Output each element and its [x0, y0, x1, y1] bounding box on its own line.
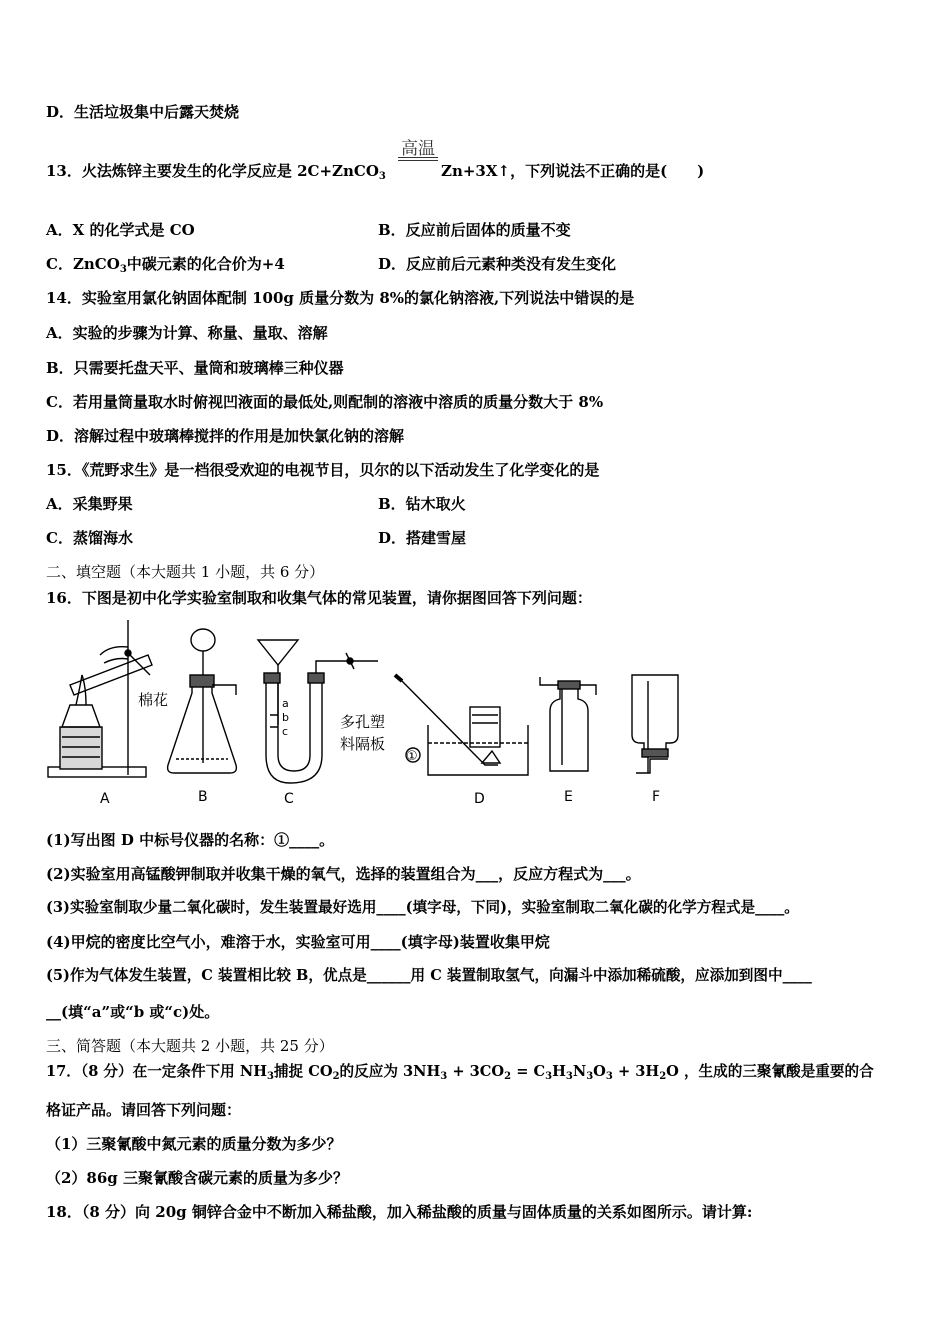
q15-option-b: B．钻木取火 — [378, 495, 466, 513]
apparatus-b — [168, 629, 237, 773]
q15-option-a: A．采集野果 — [46, 495, 133, 513]
label-e: E — [564, 789, 573, 805]
q14-option-b: B．只需要托盘天平、量筒和玻璃棒三种仪器 — [46, 359, 344, 377]
apparatus-e — [540, 677, 596, 771]
q17-stem: 17．（8 分）在一定条件下用 $NH_3$捕捉 $CO_2$的反应为 $3NH_3 + 3CO_2 = C_3H_3N_3O_3 + 3H_2O$ ，生成的三聚氰酸是重要的合 — [46, 1063, 874, 1082]
q13-option-c: C．ZnCO$_3$中碳元素的化合价为+4 — [46, 255, 285, 275]
q15-option-d: D．搭建雪屋 — [378, 529, 467, 547]
q14-option-c: C．若用量筒量取水时俯视凹液面的最低处,则配制的溶液中溶质的质量分数大于 8% — [46, 393, 604, 411]
q13-option-b: B．反应前后固体的质量不变 — [378, 221, 571, 239]
label-f: F — [652, 789, 661, 805]
q13-option-d: D．反应前后元素种类没有发生变化 — [378, 255, 617, 273]
label-b: B — [198, 789, 208, 805]
label-c: C — [284, 791, 294, 807]
q16-part-2: (2)实验室用高锰酸钾制取并收集干燥的氧气，选择的装置组合为___，反应方程式为___。 — [46, 865, 641, 883]
q17-part-1: （1）三聚氰酸中氮元素的质量分数为多少？ — [46, 1135, 342, 1153]
q17-part-2: （2）86g 三聚氰酸含碳元素的质量为多少？ — [46, 1169, 349, 1187]
apparatus-figure — [40, 615, 720, 815]
q16-part-5-cont: __(填“a”或“b 或“c)处。 — [46, 1003, 220, 1021]
reaction-condition: 高温 — [401, 139, 435, 159]
q13-stem-right: Zn+3X↑，下列说法不正确的是( ) — [441, 162, 705, 180]
q14-option-a: A．实验的步骤为计算、称量、量取、溶解 — [46, 324, 328, 342]
mark-a: a — [282, 697, 289, 710]
mark-c: c — [282, 725, 289, 738]
q15-option-c: C．蒸馏海水 — [46, 529, 133, 547]
apparatus-f — [632, 675, 678, 773]
q16-part-5: (5)作为气体发生装置，C 装置相比较 B，优点是______用 C 装置制取氢气，向漏斗中添加稀硫酸，应添加到图中____ — [46, 967, 812, 984]
equals-bar-top — [398, 157, 438, 158]
q13-stem-left: 13．火法炼锌主要发生的化学反应是 2C+ZnCO$_3$ — [46, 162, 386, 182]
q14-option-d: D．溶解过程中玻璃棒搅拌的作用是加快氯化钠的溶解 — [46, 427, 405, 445]
q16-part-4: (4)甲烷的密度比空气小，难溶于水，实验室可用____(填字母)装置收集甲烷 — [46, 933, 550, 951]
porous-label-1: 多孔塑 — [340, 713, 386, 731]
circle-mark: ① — [406, 749, 418, 764]
q16-part-3: (3)实验室制取少量二氧化碳时，发生装置最好选用____(填字母，下同)，实验室制取二氧化碳的化学方程式是____。 — [46, 899, 799, 916]
q12-option-d: D．生活垃圾集中后露天焚烧 — [46, 103, 240, 121]
cotton-label: 棉花 — [138, 691, 169, 709]
q14-stem: 14．实验室用氯化钠固体配制 100g 质量分数为 8%的氯化钠溶液,下列说法中错误的是 — [46, 289, 635, 307]
section-2-heading: 二、填空题（本大题共 1 小题，共 6 分） — [46, 563, 325, 581]
label-d: D — [474, 791, 485, 807]
section-3-heading: 三、简答题（本大题共 2 小题，共 25 分） — [46, 1037, 334, 1055]
q18-stem: 18．（8 分）向 20g 铜锌合金中不断加入稀盐酸，加入稀盐酸的质量与固体质量的关系如图所示。请计算: — [46, 1203, 753, 1221]
porous-label-2: 料隔板 — [340, 735, 386, 753]
apparatus-c — [258, 640, 378, 783]
apparatus-a — [48, 620, 152, 777]
q15-stem: 15．《荒野求生》是一档很受欢迎的电视节目，贝尔的以下活动发生了化学变化的是 — [46, 461, 600, 479]
mark-b: b — [282, 711, 289, 724]
q16-stem: 16．下图是初中化学实验室制取和收集气体的常见装置，请你据图回答下列问题： — [46, 589, 592, 607]
q17-stem-cont: 格证产品。请回答下列问题： — [46, 1101, 242, 1119]
label-a: A — [100, 791, 110, 807]
q16-part-1: (1)写出图 D 中标号仪器的名称：①____。 — [46, 831, 335, 849]
q13-option-a: A．X 的化学式是 CO — [46, 221, 195, 239]
equals-bar-bottom — [398, 160, 438, 161]
